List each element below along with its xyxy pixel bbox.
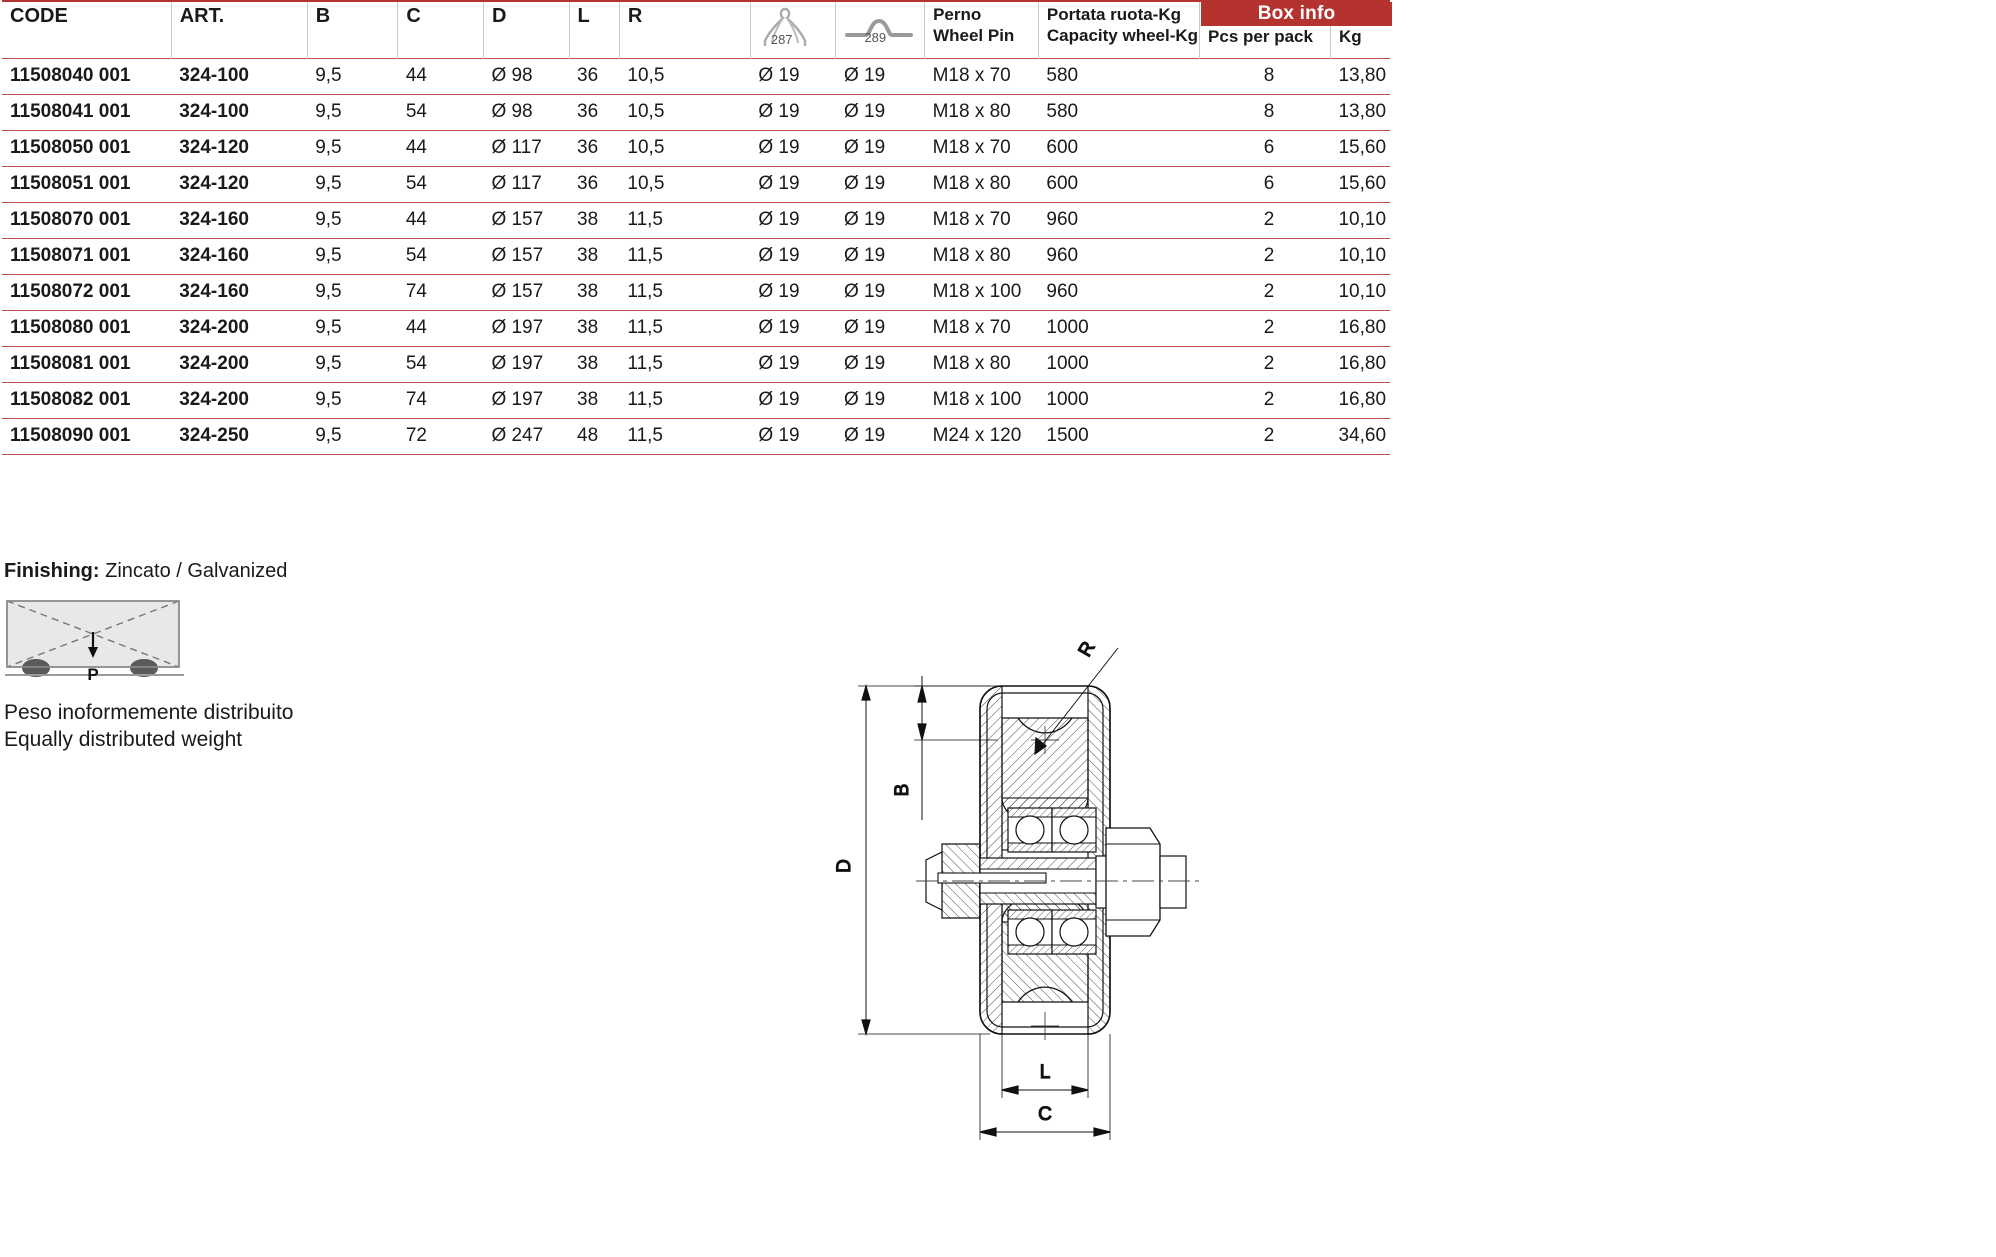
- finishing-value: Zincato / Galvanized: [105, 560, 288, 582]
- cell-code: 11508072 001: [2, 274, 171, 310]
- col-header-b-label: B: [315, 5, 331, 27]
- cell-art: 324-160: [171, 202, 307, 238]
- spec-table-body: [2, 58, 1390, 454]
- col-header-bracket-287-number: 287: [770, 32, 793, 47]
- cell-icon287: Ø 19: [750, 130, 836, 166]
- wheel-cross-section-drawing: [830, 630, 1260, 1150]
- cell-b: 9,5: [307, 130, 398, 166]
- col-header-art-label: ART.: [179, 5, 225, 27]
- finishing-label: Finishing:: [4, 560, 100, 582]
- cell-icon289: Ø 19: [836, 94, 925, 130]
- cell-art: 324-250: [171, 418, 307, 454]
- cell-pin: M18 x 80: [925, 346, 1039, 382]
- cell-kg: 10,10: [1330, 238, 1390, 274]
- cell-c: 44: [398, 202, 484, 238]
- cell-c: 54: [398, 238, 484, 274]
- cell-icon287: Ø 19: [750, 274, 836, 310]
- cell-pin: M18 x 70: [925, 130, 1039, 166]
- cell-pin: M18 x 100: [925, 382, 1039, 418]
- cell-art: 324-120: [171, 130, 307, 166]
- col-header-r: [619, 1, 750, 58]
- cell-c: 74: [398, 274, 484, 310]
- cell-d: Ø 157: [483, 202, 569, 238]
- cell-icon289: Ø 19: [836, 274, 925, 310]
- cell-capacity: 600: [1038, 130, 1199, 166]
- cell-pin: M18 x 80: [925, 94, 1039, 130]
- svg-text:R: R: [1074, 638, 1100, 661]
- cell-kg: 10,10: [1330, 202, 1390, 238]
- cell-art: 324-100: [171, 58, 307, 94]
- bracket-287-icon: [759, 5, 836, 56]
- cell-r: 11,5: [619, 418, 750, 454]
- cell-d: Ø 157: [483, 238, 569, 274]
- col-header-code-label: CODE: [10, 5, 68, 27]
- cell-d: Ø 247: [483, 418, 569, 454]
- cell-icon287: Ø 19: [750, 202, 836, 238]
- cell-art: 324-100: [171, 94, 307, 130]
- table-row[interactable]: [2, 58, 1390, 94]
- cell-icon289: Ø 19: [836, 130, 925, 166]
- cell-art: 324-160: [171, 274, 307, 310]
- wheel-cross-section-svg: [830, 630, 1260, 1150]
- svg-text:B: B: [892, 783, 913, 797]
- box-info-banner: Box info: [1201, 2, 1392, 26]
- cell-pin: M18 x 70: [925, 58, 1039, 94]
- col-header-box-kg-label: Kg: [1338, 27, 1362, 46]
- force-label: P: [87, 665, 99, 684]
- cell-pcs: 2: [1200, 238, 1331, 274]
- cell-d: Ø 197: [483, 310, 569, 346]
- cell-capacity: 1500: [1038, 418, 1199, 454]
- cell-code: 11508051 001: [2, 166, 171, 202]
- cell-kg: 16,80: [1330, 346, 1390, 382]
- cell-l: 48: [569, 418, 619, 454]
- cell-art: 324-120: [171, 166, 307, 202]
- cell-icon289: Ø 19: [836, 202, 925, 238]
- cell-r: 10,5: [619, 166, 750, 202]
- cell-r: 10,5: [619, 130, 750, 166]
- cell-c: 54: [398, 94, 484, 130]
- cell-code: 11508081 001: [2, 346, 171, 382]
- cell-pcs: 2: [1200, 202, 1331, 238]
- load-caption-it: Peso inoformemente distribuito: [4, 701, 294, 724]
- cell-r: 11,5: [619, 238, 750, 274]
- cell-l: 38: [569, 274, 619, 310]
- cell-l: 36: [569, 94, 619, 130]
- table-row[interactable]: [2, 130, 1390, 166]
- cell-b: 9,5: [307, 274, 398, 310]
- cell-kg: 13,80: [1330, 58, 1390, 94]
- cell-capacity: 960: [1038, 202, 1199, 238]
- svg-text:L: L: [1039, 1062, 1051, 1083]
- cell-code: 11508040 001: [2, 58, 171, 94]
- table-row[interactable]: [2, 382, 1390, 418]
- bearing-lower: [1008, 910, 1096, 954]
- col-header-rail-289: [836, 1, 925, 58]
- col-header-wheel-pin-lines: [933, 5, 1038, 46]
- cell-kg: 15,60: [1330, 130, 1390, 166]
- cell-b: 9,5: [307, 166, 398, 202]
- svg-text:D: D: [834, 859, 855, 873]
- cell-code: 11508090 001: [2, 418, 171, 454]
- cell-pcs: 2: [1200, 346, 1331, 382]
- cell-b: 9,5: [307, 310, 398, 346]
- cell-c: 74: [398, 382, 484, 418]
- cell-code: 11508082 001: [2, 382, 171, 418]
- table-row[interactable]: [2, 346, 1390, 382]
- cell-c: 54: [398, 166, 484, 202]
- cell-code: 11508071 001: [2, 238, 171, 274]
- col-header-c-label: C: [406, 5, 421, 27]
- col-header-art: [171, 1, 307, 58]
- table-row[interactable]: [2, 166, 1390, 202]
- cell-kg: 10,10: [1330, 274, 1390, 310]
- cell-capacity: 1000: [1038, 310, 1199, 346]
- cell-art: 324-200: [171, 310, 307, 346]
- cell-l: 36: [569, 130, 619, 166]
- cell-r: 11,5: [619, 202, 750, 238]
- cell-icon287: Ø 19: [750, 58, 836, 94]
- cell-icon287: Ø 19: [750, 310, 836, 346]
- cell-capacity: 960: [1038, 274, 1199, 310]
- cell-code: 11508050 001: [2, 130, 171, 166]
- cell-b: 9,5: [307, 238, 398, 274]
- col-header-l-label: L: [577, 5, 590, 27]
- cell-b: 9,5: [307, 382, 398, 418]
- cell-kg: 15,60: [1330, 166, 1390, 202]
- load-caption-en: Equally distributed weight: [4, 727, 243, 751]
- cell-l: 38: [569, 202, 619, 238]
- table-row[interactable]: [2, 238, 1390, 274]
- cell-icon289: Ø 19: [836, 418, 925, 454]
- cell-capacity: 600: [1038, 166, 1199, 202]
- cell-kg: 34,60: [1330, 418, 1390, 454]
- col-header-d-label: D: [491, 5, 507, 27]
- cell-c: 44: [398, 130, 484, 166]
- cell-icon287: Ø 19: [750, 382, 836, 418]
- cell-d: Ø 117: [483, 166, 569, 202]
- finishing-note: [4, 560, 287, 583]
- cell-kg: 16,80: [1330, 310, 1390, 346]
- cell-icon287: Ø 19: [750, 418, 836, 454]
- cell-c: 44: [398, 310, 484, 346]
- cell-pin: M24 x 120: [925, 418, 1039, 454]
- cell-pcs: 6: [1200, 130, 1331, 166]
- cell-c: 44: [398, 58, 484, 94]
- cell-capacity: 960: [1038, 238, 1199, 274]
- pin-shaft-hatch-bottom: [980, 893, 1096, 904]
- cell-d: Ø 98: [483, 58, 569, 94]
- cell-b: 9,5: [307, 58, 398, 94]
- cell-l: 38: [569, 310, 619, 346]
- cell-kg: 13,80: [1330, 94, 1390, 130]
- cell-pin: M18 x 70: [925, 310, 1039, 346]
- cell-pcs: 8: [1200, 94, 1331, 130]
- cell-r: 10,5: [619, 94, 750, 130]
- cell-pin: M18 x 80: [925, 166, 1039, 202]
- load-diagram-caption: [4, 700, 293, 754]
- cell-pcs: 2: [1200, 418, 1331, 454]
- cell-icon289: Ø 19: [836, 346, 925, 382]
- table-row[interactable]: [2, 94, 1390, 130]
- bearing-upper: [1008, 808, 1096, 852]
- col-header-pcs-per-pack-label: Pcs per pack: [1208, 27, 1313, 46]
- cell-icon289: Ø 19: [836, 238, 925, 274]
- col-header-c: [398, 1, 484, 58]
- table-row[interactable]: [2, 274, 1390, 310]
- col-header-capacity-it: Portata ruota-Kg: [1046, 5, 1182, 24]
- table-row[interactable]: [2, 202, 1390, 238]
- cell-l: 38: [569, 346, 619, 382]
- cell-capacity: 580: [1038, 94, 1199, 130]
- cell-icon287: Ø 19: [750, 166, 836, 202]
- spec-table-head: [2, 1, 1390, 58]
- cell-icon289: Ø 19: [836, 166, 925, 202]
- cell-capacity: 1000: [1038, 346, 1199, 382]
- table-row[interactable]: [2, 418, 1390, 454]
- cell-icon289: Ø 19: [836, 310, 925, 346]
- cell-pcs: 6: [1200, 166, 1331, 202]
- cell-code: 11508080 001: [2, 310, 171, 346]
- load-diagram: [4, 598, 189, 684]
- col-header-wheel-pin-en: Wheel Pin: [933, 25, 1015, 45]
- cell-c: 72: [398, 418, 484, 454]
- col-header-l: [569, 1, 619, 58]
- cell-l: 38: [569, 238, 619, 274]
- spec-table-container: [2, 0, 1390, 455]
- cell-icon287: Ø 19: [750, 238, 836, 274]
- cell-d: Ø 197: [483, 382, 569, 418]
- cell-d: Ø 98: [483, 94, 569, 130]
- col-header-code: [2, 1, 171, 58]
- cell-b: 9,5: [307, 418, 398, 454]
- cell-icon287: Ø 19: [750, 94, 836, 130]
- cell-icon289: Ø 19: [836, 58, 925, 94]
- col-header-b: [307, 1, 398, 58]
- cell-code: 11508041 001: [2, 94, 171, 130]
- cell-art: 324-200: [171, 346, 307, 382]
- cell-pin: M18 x 80: [925, 238, 1039, 274]
- load-diagram-svg: [4, 598, 189, 684]
- cell-d: Ø 157: [483, 274, 569, 310]
- col-header-rail-289-number: 289: [864, 30, 887, 45]
- cell-d: Ø 117: [483, 130, 569, 166]
- cell-pcs: 2: [1200, 310, 1331, 346]
- table-row[interactable]: [2, 310, 1390, 346]
- pin-thread-end: [1160, 856, 1186, 908]
- cell-kg: 16,80: [1330, 382, 1390, 418]
- col-header-capacity: [1038, 1, 1199, 58]
- cell-d: Ø 197: [483, 346, 569, 382]
- cell-pcs: 8: [1200, 58, 1331, 94]
- col-header-capacity-en: Capacity wheel-Kg: [1046, 25, 1199, 45]
- cell-capacity: 580: [1038, 58, 1199, 94]
- pin-shaft-hatch-top: [980, 858, 1096, 869]
- cell-pin: M18 x 100: [925, 274, 1039, 310]
- pin-grease-channel: [938, 873, 1046, 883]
- cell-l: 38: [569, 382, 619, 418]
- cell-code: 11508070 001: [2, 202, 171, 238]
- cell-l: 36: [569, 166, 619, 202]
- svg-text:C: C: [1038, 1104, 1052, 1125]
- col-header-d: [483, 1, 569, 58]
- cell-r: 11,5: [619, 274, 750, 310]
- col-header-wheel-pin-it: Perno: [933, 5, 982, 24]
- cell-r: 11,5: [619, 346, 750, 382]
- cell-capacity: 1000: [1038, 382, 1199, 418]
- cell-r: 10,5: [619, 58, 750, 94]
- cell-art: 324-160: [171, 238, 307, 274]
- cell-c: 54: [398, 346, 484, 382]
- dimension-C: [980, 1034, 1110, 1140]
- cell-icon289: Ø 19: [836, 382, 925, 418]
- cell-pcs: 2: [1200, 382, 1331, 418]
- col-header-capacity-lines: [1047, 5, 1199, 46]
- cell-pin: M18 x 70: [925, 202, 1039, 238]
- cell-art: 324-200: [171, 382, 307, 418]
- cell-r: 11,5: [619, 310, 750, 346]
- cell-b: 9,5: [307, 94, 398, 130]
- cell-pcs: 2: [1200, 274, 1331, 310]
- col-header-r-label: R: [627, 5, 643, 27]
- col-header-wheel-pin: [925, 1, 1039, 58]
- cell-icon287: Ø 19: [750, 346, 836, 382]
- cell-b: 9,5: [307, 202, 398, 238]
- cell-b: 9,5: [307, 346, 398, 382]
- spec-table: [2, 0, 1390, 455]
- cell-r: 11,5: [619, 382, 750, 418]
- col-header-bracket-287: [750, 1, 836, 58]
- cell-l: 36: [569, 58, 619, 94]
